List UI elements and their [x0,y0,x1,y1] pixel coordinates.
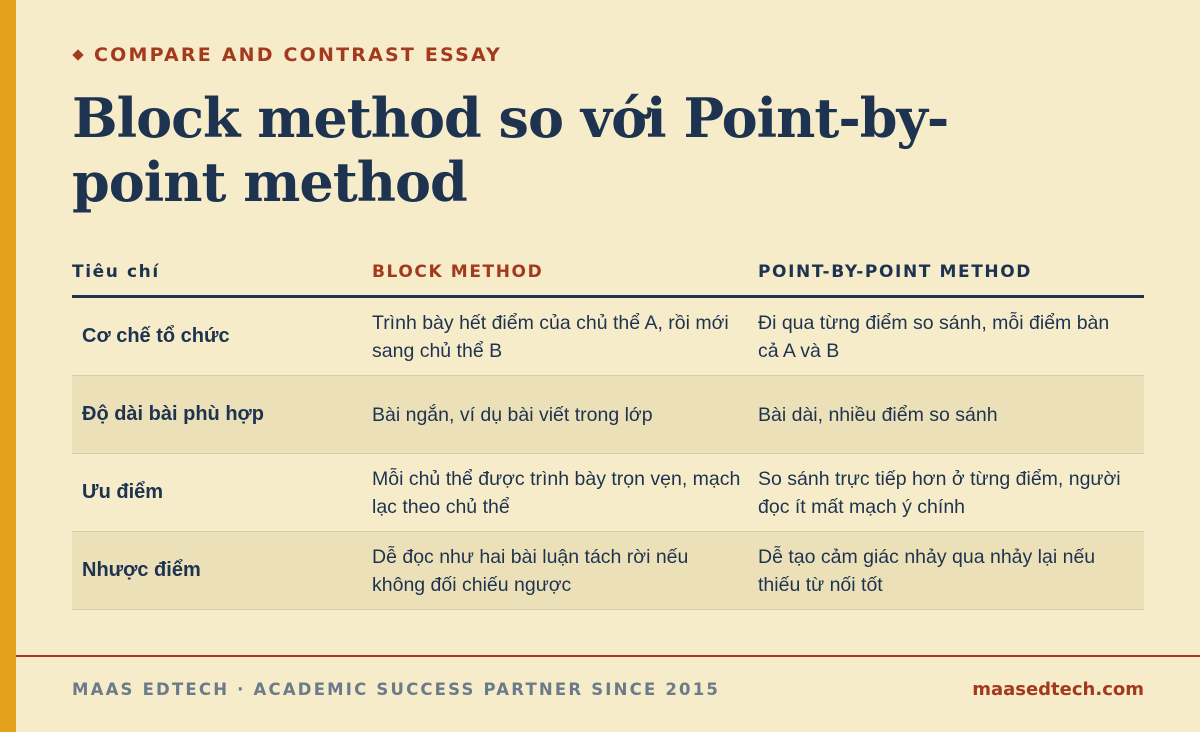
row-block: Dễ đọc như hai bài luận tách rời nếu không đối chiếu ngược [372,545,689,596]
table-row [72,532,1144,610]
kicker-text: COMPARE AND CONTRAST ESSAY [94,44,502,66]
row-point: So sánh trực tiếp hơn ở từng điểm, người đọc ít mất mạch ý chính [758,467,1121,518]
page-title: Block method so với Point-by-point method [72,86,949,214]
header-block-method: BLOCK METHOD [372,261,544,282]
row-point: Bài dài, nhiều điểm so sánh [758,403,998,426]
table-header [72,248,1144,298]
row-block: Mỗi chủ thể được trình bày trọn vẹn, mạch lạc theo chủ thể [372,467,741,518]
row-point: Dễ tạo cảm giác nhảy qua nhảy lại nếu thiếu từ nối tốt [758,545,1096,596]
row-criterion: Cơ chế tổ chức [82,325,230,347]
footer-website-link[interactable]: maasedtech.com [972,679,1144,700]
row-block: Bài ngắn, ví dụ bài viết trong lớp [372,403,653,426]
row-criterion: Nhược điểm [82,559,201,581]
kicker [72,44,502,66]
row-criterion: Ưu điểm [82,481,164,503]
footer-divider [16,655,1200,657]
table-row [72,454,1144,532]
comparison-table [72,248,1144,610]
footer-tagline: MAAS EDTECH · ACADEMIC SUCCESS PARTNER SINCE 2015 [72,680,721,699]
diamond-icon [72,49,83,60]
row-point: Đi qua từng điểm so sánh, mỗi điểm bàn cả A và B [758,311,1110,362]
row-block: Trình bày hết điểm của chủ thể A, rồi mới sang chủ thể B [372,311,729,362]
header-criterion: Tiêu chí [72,261,160,282]
header-point-method: POINT-BY-POINT METHOD [758,261,1033,282]
row-criterion: Độ dài bài phù hợp [82,403,264,425]
left-accent-bar [0,0,16,732]
table-row [72,298,1144,376]
table-row [72,376,1144,454]
